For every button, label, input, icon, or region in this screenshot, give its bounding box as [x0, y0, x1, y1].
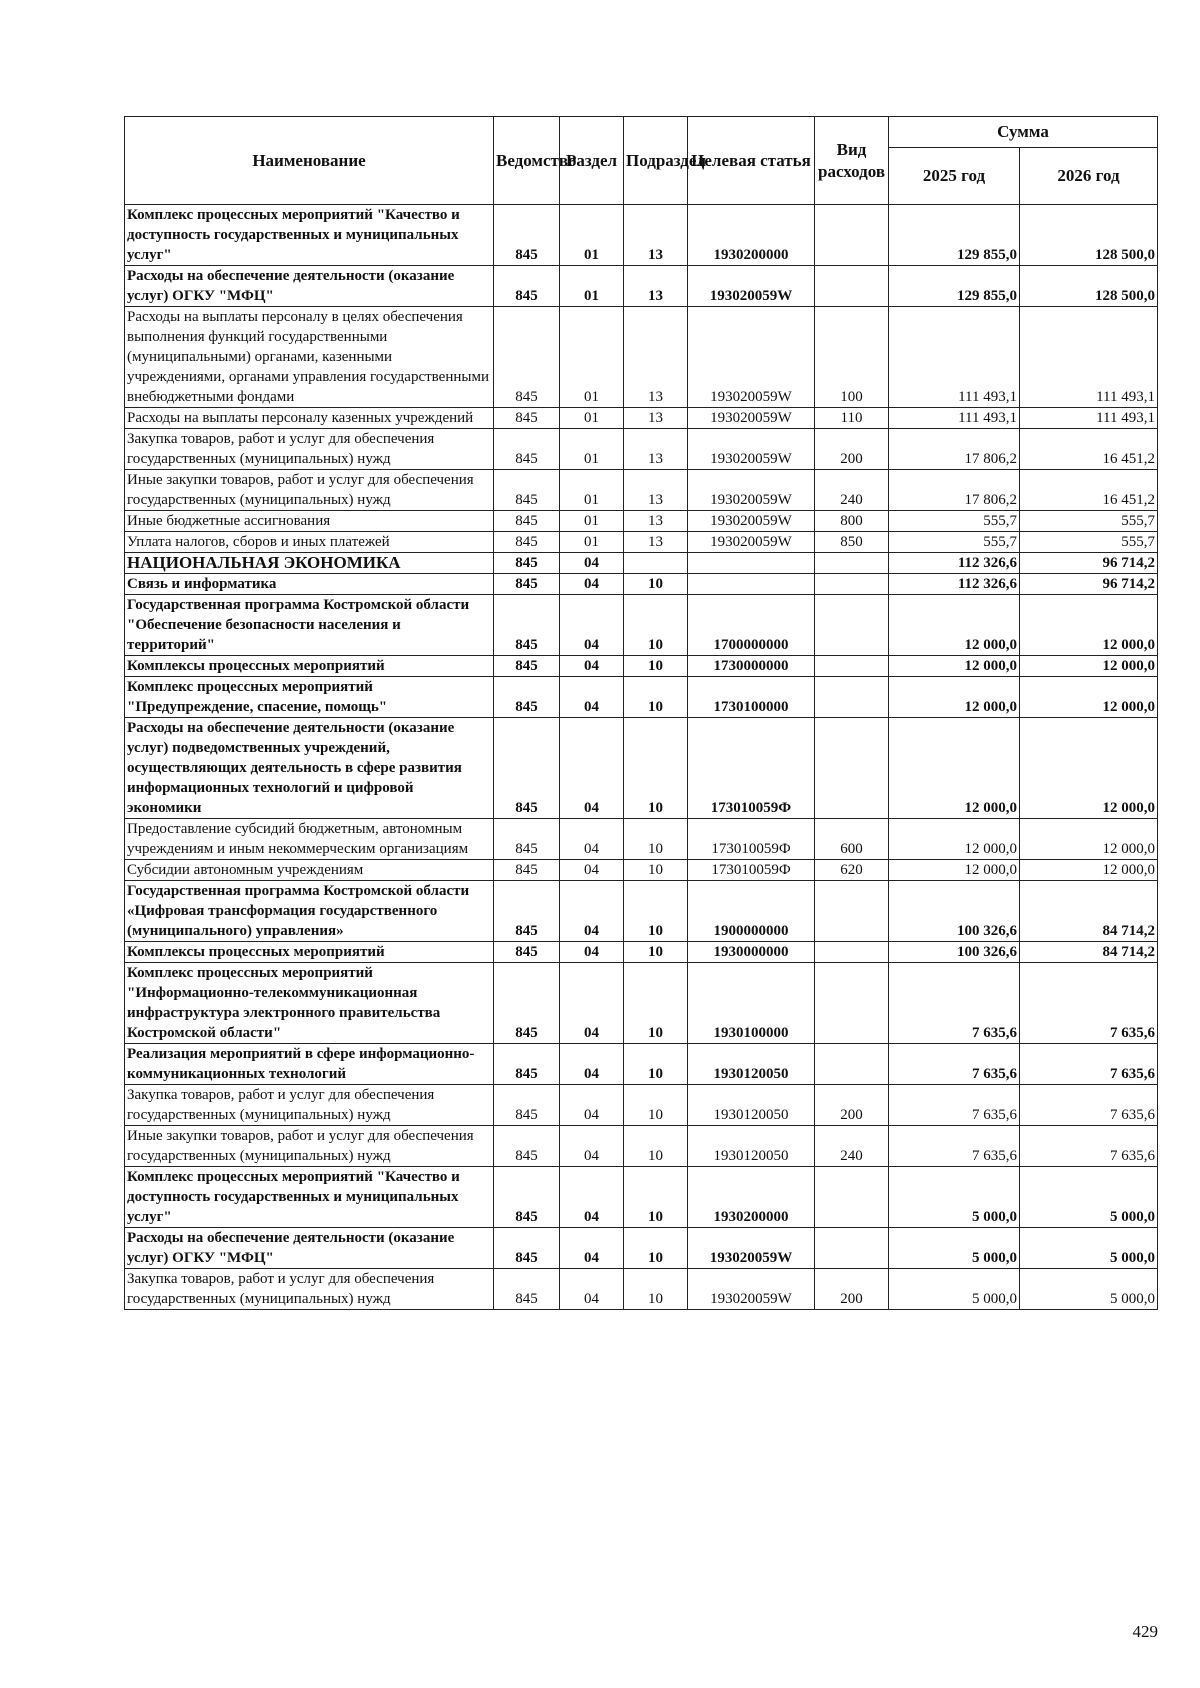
cell-podrazdel: 10 — [624, 1228, 688, 1269]
cell-name: Государственная программа Костромской области "Обеспечение безопасности населения и территорий" — [125, 595, 494, 656]
cell-sum-2025: 7 635,6 — [889, 1085, 1020, 1126]
cell-tselevaya: 1930120050 — [688, 1085, 815, 1126]
cell-tselevaya: 193020059W — [688, 511, 815, 532]
cell-sum-2025: 100 326,6 — [889, 942, 1020, 963]
table-row — [125, 553, 1158, 574]
cell-tselevaya: 173010059Ф — [688, 718, 815, 819]
cell-tselevaya: 1930120050 — [688, 1126, 815, 1167]
cell-podrazdel: 13 — [624, 307, 688, 408]
cell-podrazdel: 13 — [624, 511, 688, 532]
cell-sum-2026: 12 000,0 — [1020, 718, 1158, 819]
cell-podrazdel: 13 — [624, 205, 688, 266]
cell-name: Расходы на обеспечение деятельности (оказание услуг) ОГКУ "МФЦ" — [125, 266, 494, 307]
cell-vedomstvo: 845 — [494, 1269, 560, 1310]
cell-name: Расходы на выплаты персоналу казенных учреждений — [125, 408, 494, 429]
cell-razdel: 01 — [560, 408, 624, 429]
cell-razdel: 04 — [560, 860, 624, 881]
cell-sum-2025: 7 635,6 — [889, 1126, 1020, 1167]
cell-vid: 850 — [815, 532, 889, 553]
cell-razdel: 01 — [560, 307, 624, 408]
cell-tselevaya: 1930200000 — [688, 205, 815, 266]
cell-sum-2025: 5 000,0 — [889, 1167, 1020, 1228]
table-row — [125, 881, 1158, 942]
cell-name: Связь и информатика — [125, 574, 494, 595]
cell-name: Уплата налогов, сборов и иных платежей — [125, 532, 494, 553]
cell-podrazdel: 10 — [624, 1044, 688, 1085]
cell-sum-2025: 12 000,0 — [889, 656, 1020, 677]
table-header — [125, 117, 1158, 205]
cell-tselevaya: 173010059Ф — [688, 819, 815, 860]
cell-sum-2025: 12 000,0 — [889, 677, 1020, 718]
page-number: 429 — [1132, 1622, 1158, 1641]
cell-sum-2026: 84 714,2 — [1020, 942, 1158, 963]
cell-razdel: 01 — [560, 429, 624, 470]
cell-name: Иные закупки товаров, работ и услуг для обеспечения государственных (муниципальных) нужд — [125, 470, 494, 511]
cell-sum-2026: 128 500,0 — [1020, 266, 1158, 307]
cell-sum-2025: 7 635,6 — [889, 963, 1020, 1044]
cell-vedomstvo: 845 — [494, 1044, 560, 1085]
cell-sum-2026: 12 000,0 — [1020, 819, 1158, 860]
cell-podrazdel: 13 — [624, 266, 688, 307]
cell-name: Комплексы процессных мероприятий — [125, 656, 494, 677]
cell-podrazdel: 13 — [624, 408, 688, 429]
table-row — [125, 266, 1158, 307]
cell-sum-2025: 5 000,0 — [889, 1228, 1020, 1269]
table-row — [125, 205, 1158, 266]
cell-vid: 100 — [815, 307, 889, 408]
cell-razdel: 01 — [560, 511, 624, 532]
cell-podrazdel: 10 — [624, 595, 688, 656]
header-razdel: Раздел — [560, 117, 624, 205]
cell-razdel: 01 — [560, 205, 624, 266]
cell-sum-2025: 17 806,2 — [889, 429, 1020, 470]
cell-tselevaya: 1930120050 — [688, 1044, 815, 1085]
cell-tselevaya: 1730100000 — [688, 677, 815, 718]
table-row — [125, 1228, 1158, 1269]
cell-podrazdel: 10 — [624, 881, 688, 942]
cell-tselevaya: 193020059W — [688, 408, 815, 429]
cell-sum-2026: 5 000,0 — [1020, 1167, 1158, 1228]
cell-vid: 200 — [815, 429, 889, 470]
cell-razdel: 04 — [560, 677, 624, 718]
cell-vid — [815, 1044, 889, 1085]
cell-sum-2025: 5 000,0 — [889, 1269, 1020, 1310]
cell-vedomstvo: 845 — [494, 819, 560, 860]
cell-razdel: 01 — [560, 266, 624, 307]
cell-name: Государственная программа Костромской области «Цифровая трансформация государственного (муниципального) управления» — [125, 881, 494, 942]
cell-sum-2026: 555,7 — [1020, 532, 1158, 553]
cell-sum-2025: 17 806,2 — [889, 470, 1020, 511]
table-row — [125, 408, 1158, 429]
cell-sum-2025: 12 000,0 — [889, 595, 1020, 656]
table-row — [125, 470, 1158, 511]
cell-tselevaya: 193020059W — [688, 1269, 815, 1310]
cell-vedomstvo: 845 — [494, 860, 560, 881]
cell-razdel: 04 — [560, 881, 624, 942]
cell-razdel: 01 — [560, 470, 624, 511]
cell-vedomstvo: 845 — [494, 595, 560, 656]
cell-vid — [815, 205, 889, 266]
cell-name: Закупка товаров, работ и услуг для обеспечения государственных (муниципальных) нужд — [125, 429, 494, 470]
cell-vid: 620 — [815, 860, 889, 881]
cell-name: Реализация мероприятий в сфере информационно-коммуникационных технологий — [125, 1044, 494, 1085]
cell-tselevaya: 1930200000 — [688, 1167, 815, 1228]
cell-vedomstvo: 845 — [494, 1228, 560, 1269]
table-row — [125, 1167, 1158, 1228]
cell-tselevaya: 1700000000 — [688, 595, 815, 656]
header-podrazdel: Подраздел — [624, 117, 688, 205]
cell-podrazdel: 10 — [624, 718, 688, 819]
cell-vedomstvo: 845 — [494, 656, 560, 677]
cell-vid — [815, 942, 889, 963]
cell-name: Закупка товаров, работ и услуг для обеспечения государственных (муниципальных) нужд — [125, 1269, 494, 1310]
cell-podrazdel: 10 — [624, 656, 688, 677]
cell-sum-2026: 84 714,2 — [1020, 881, 1158, 942]
cell-tselevaya: 1930000000 — [688, 942, 815, 963]
cell-podrazdel: 10 — [624, 1269, 688, 1310]
cell-podrazdel: 10 — [624, 963, 688, 1044]
cell-vid — [815, 1167, 889, 1228]
cell-vid: 110 — [815, 408, 889, 429]
cell-vedomstvo: 845 — [494, 307, 560, 408]
cell-vid: 800 — [815, 511, 889, 532]
cell-razdel: 04 — [560, 942, 624, 963]
table-row — [125, 963, 1158, 1044]
cell-tselevaya: 1900000000 — [688, 881, 815, 942]
cell-vid — [815, 595, 889, 656]
header-2025: 2025 год — [889, 148, 1020, 205]
cell-podrazdel: 10 — [624, 942, 688, 963]
cell-name: НАЦИОНАЛЬНАЯ ЭКОНОМИКА — [125, 553, 494, 574]
cell-podrazdel: 13 — [624, 532, 688, 553]
cell-tselevaya: 193020059W — [688, 532, 815, 553]
cell-name: Комплекс процессных мероприятий "Качество и доступность государственных и муниципальных услуг" — [125, 1167, 494, 1228]
cell-sum-2025: 12 000,0 — [889, 860, 1020, 881]
cell-tselevaya — [688, 574, 815, 595]
cell-sum-2025: 129 855,0 — [889, 205, 1020, 266]
cell-vedomstvo: 845 — [494, 408, 560, 429]
table-row — [125, 718, 1158, 819]
table-row — [125, 1044, 1158, 1085]
cell-sum-2026: 7 635,6 — [1020, 1126, 1158, 1167]
cell-name: Расходы на выплаты персоналу в целях обеспечения выполнения функций государственными (муниципальными) органами, казенными учреждениями, органами управления государственными внебюджетными фондами — [125, 307, 494, 408]
header-summa: Сумма — [889, 117, 1158, 148]
cell-vid — [815, 574, 889, 595]
cell-vedomstvo: 845 — [494, 553, 560, 574]
cell-vid — [815, 963, 889, 1044]
cell-vid — [815, 718, 889, 819]
cell-name: Иные бюджетные ассигнования — [125, 511, 494, 532]
table-row — [125, 532, 1158, 553]
cell-sum-2025: 111 493,1 — [889, 307, 1020, 408]
cell-podrazdel: 10 — [624, 677, 688, 718]
cell-podrazdel: 10 — [624, 1126, 688, 1167]
cell-podrazdel: 10 — [624, 819, 688, 860]
cell-sum-2025: 129 855,0 — [889, 266, 1020, 307]
table-row — [125, 1269, 1158, 1310]
cell-vid — [815, 1228, 889, 1269]
budget-table — [124, 116, 1158, 1310]
table-row — [125, 429, 1158, 470]
table-row — [125, 574, 1158, 595]
cell-razdel: 04 — [560, 1085, 624, 1126]
cell-razdel: 01 — [560, 532, 624, 553]
cell-vid: 600 — [815, 819, 889, 860]
cell-sum-2026: 7 635,6 — [1020, 1044, 1158, 1085]
cell-sum-2026: 96 714,2 — [1020, 553, 1158, 574]
cell-vedomstvo: 845 — [494, 429, 560, 470]
cell-vedomstvo: 845 — [494, 574, 560, 595]
cell-sum-2025: 111 493,1 — [889, 408, 1020, 429]
cell-tselevaya: 173010059Ф — [688, 860, 815, 881]
cell-sum-2026: 96 714,2 — [1020, 574, 1158, 595]
cell-podrazdel: 10 — [624, 1085, 688, 1126]
cell-vedomstvo: 845 — [494, 963, 560, 1044]
cell-tselevaya: 193020059W — [688, 1228, 815, 1269]
cell-tselevaya: 1730000000 — [688, 656, 815, 677]
cell-razdel: 04 — [560, 595, 624, 656]
cell-sum-2026: 5 000,0 — [1020, 1228, 1158, 1269]
table-row — [125, 656, 1158, 677]
cell-vid — [815, 266, 889, 307]
cell-tselevaya: 193020059W — [688, 307, 815, 408]
cell-vid — [815, 656, 889, 677]
header-vedomstvo: Ведомство — [494, 117, 560, 205]
cell-razdel: 04 — [560, 656, 624, 677]
cell-name: Комплекс процессных мероприятий "Информационно-телекоммуникационная инфраструктура электронного правительства Костромской области" — [125, 963, 494, 1044]
cell-sum-2026: 12 000,0 — [1020, 677, 1158, 718]
table-row — [125, 1126, 1158, 1167]
cell-sum-2025: 555,7 — [889, 532, 1020, 553]
header-name: Наименование — [125, 117, 494, 205]
cell-tselevaya: 193020059W — [688, 266, 815, 307]
table-row — [125, 307, 1158, 408]
cell-vedomstvo: 845 — [494, 718, 560, 819]
table-row — [125, 819, 1158, 860]
cell-razdel: 04 — [560, 1044, 624, 1085]
cell-sum-2025: 100 326,6 — [889, 881, 1020, 942]
cell-podrazdel: 10 — [624, 574, 688, 595]
cell-razdel: 04 — [560, 1228, 624, 1269]
cell-name: Иные закупки товаров, работ и услуг для обеспечения государственных (муниципальных) нужд — [125, 1126, 494, 1167]
cell-sum-2026: 7 635,6 — [1020, 1085, 1158, 1126]
cell-vid: 200 — [815, 1269, 889, 1310]
cell-podrazdel: 13 — [624, 470, 688, 511]
cell-podrazdel: 10 — [624, 1167, 688, 1228]
cell-sum-2026: 12 000,0 — [1020, 860, 1158, 881]
cell-vedomstvo: 845 — [494, 205, 560, 266]
budget-table-container — [124, 116, 1157, 1310]
header-2026: 2026 год — [1020, 148, 1158, 205]
table-row — [125, 677, 1158, 718]
cell-sum-2025: 12 000,0 — [889, 718, 1020, 819]
cell-sum-2025: 112 326,6 — [889, 574, 1020, 595]
cell-podrazdel — [624, 553, 688, 574]
header-vid: Вид расходов — [815, 117, 889, 205]
cell-vedomstvo: 845 — [494, 677, 560, 718]
cell-podrazdel: 13 — [624, 429, 688, 470]
table-row — [125, 942, 1158, 963]
cell-vedomstvo: 845 — [494, 1126, 560, 1167]
cell-name: Субсидии автономным учреждениям — [125, 860, 494, 881]
cell-vid: 200 — [815, 1085, 889, 1126]
cell-sum-2026: 111 493,1 — [1020, 307, 1158, 408]
cell-name: Предоставление субсидий бюджетным, автономным учреждениям и иным некоммерческим организациям — [125, 819, 494, 860]
cell-razdel: 04 — [560, 963, 624, 1044]
cell-sum-2026: 12 000,0 — [1020, 656, 1158, 677]
cell-name: Расходы на обеспечение деятельности (оказание услуг) ОГКУ "МФЦ" — [125, 1228, 494, 1269]
cell-sum-2026: 5 000,0 — [1020, 1269, 1158, 1310]
cell-razdel: 04 — [560, 553, 624, 574]
table-body — [125, 205, 1158, 1310]
cell-vedomstvo: 845 — [494, 1085, 560, 1126]
cell-name: Комплекс процессных мероприятий "Качество и доступность государственных и муниципальных услуг" — [125, 205, 494, 266]
cell-vid: 240 — [815, 1126, 889, 1167]
cell-vid — [815, 881, 889, 942]
cell-tselevaya — [688, 553, 815, 574]
table-row — [125, 1085, 1158, 1126]
cell-razdel: 04 — [560, 819, 624, 860]
cell-sum-2025: 12 000,0 — [889, 819, 1020, 860]
cell-sum-2026: 16 451,2 — [1020, 470, 1158, 511]
cell-vedomstvo: 845 — [494, 511, 560, 532]
cell-razdel: 04 — [560, 1126, 624, 1167]
cell-sum-2025: 555,7 — [889, 511, 1020, 532]
cell-sum-2026: 16 451,2 — [1020, 429, 1158, 470]
cell-name: Комплекс процессных мероприятий "Предупреждение, спасение, помощь" — [125, 677, 494, 718]
cell-sum-2025: 7 635,6 — [889, 1044, 1020, 1085]
cell-razdel: 04 — [560, 1269, 624, 1310]
cell-vedomstvo: 845 — [494, 881, 560, 942]
cell-razdel: 04 — [560, 1167, 624, 1228]
cell-vedomstvo: 845 — [494, 470, 560, 511]
table-row — [125, 595, 1158, 656]
table-row — [125, 860, 1158, 881]
cell-sum-2025: 112 326,6 — [889, 553, 1020, 574]
cell-sum-2026: 555,7 — [1020, 511, 1158, 532]
cell-vedomstvo: 845 — [494, 532, 560, 553]
cell-tselevaya: 1930100000 — [688, 963, 815, 1044]
cell-name: Закупка товаров, работ и услуг для обеспечения государственных (муниципальных) нужд — [125, 1085, 494, 1126]
cell-name: Комплексы процессных мероприятий — [125, 942, 494, 963]
table-row — [125, 511, 1158, 532]
cell-sum-2026: 12 000,0 — [1020, 595, 1158, 656]
cell-tselevaya: 193020059W — [688, 429, 815, 470]
cell-sum-2026: 128 500,0 — [1020, 205, 1158, 266]
cell-razdel: 04 — [560, 574, 624, 595]
cell-vid — [815, 553, 889, 574]
cell-vid: 240 — [815, 470, 889, 511]
cell-podrazdel: 10 — [624, 860, 688, 881]
header-tselevaya: Целевая статья — [688, 117, 815, 205]
cell-vedomstvo: 845 — [494, 942, 560, 963]
cell-vedomstvo: 845 — [494, 266, 560, 307]
cell-vid — [815, 677, 889, 718]
cell-sum-2026: 111 493,1 — [1020, 408, 1158, 429]
cell-vedomstvo: 845 — [494, 1167, 560, 1228]
cell-razdel: 04 — [560, 718, 624, 819]
cell-tselevaya: 193020059W — [688, 470, 815, 511]
cell-name: Расходы на обеспечение деятельности (оказание услуг) подведомственных учреждений, осуществляющих деятельность в сфере развития информационных технологий и цифровой экономики — [125, 718, 494, 819]
cell-sum-2026: 7 635,6 — [1020, 963, 1158, 1044]
